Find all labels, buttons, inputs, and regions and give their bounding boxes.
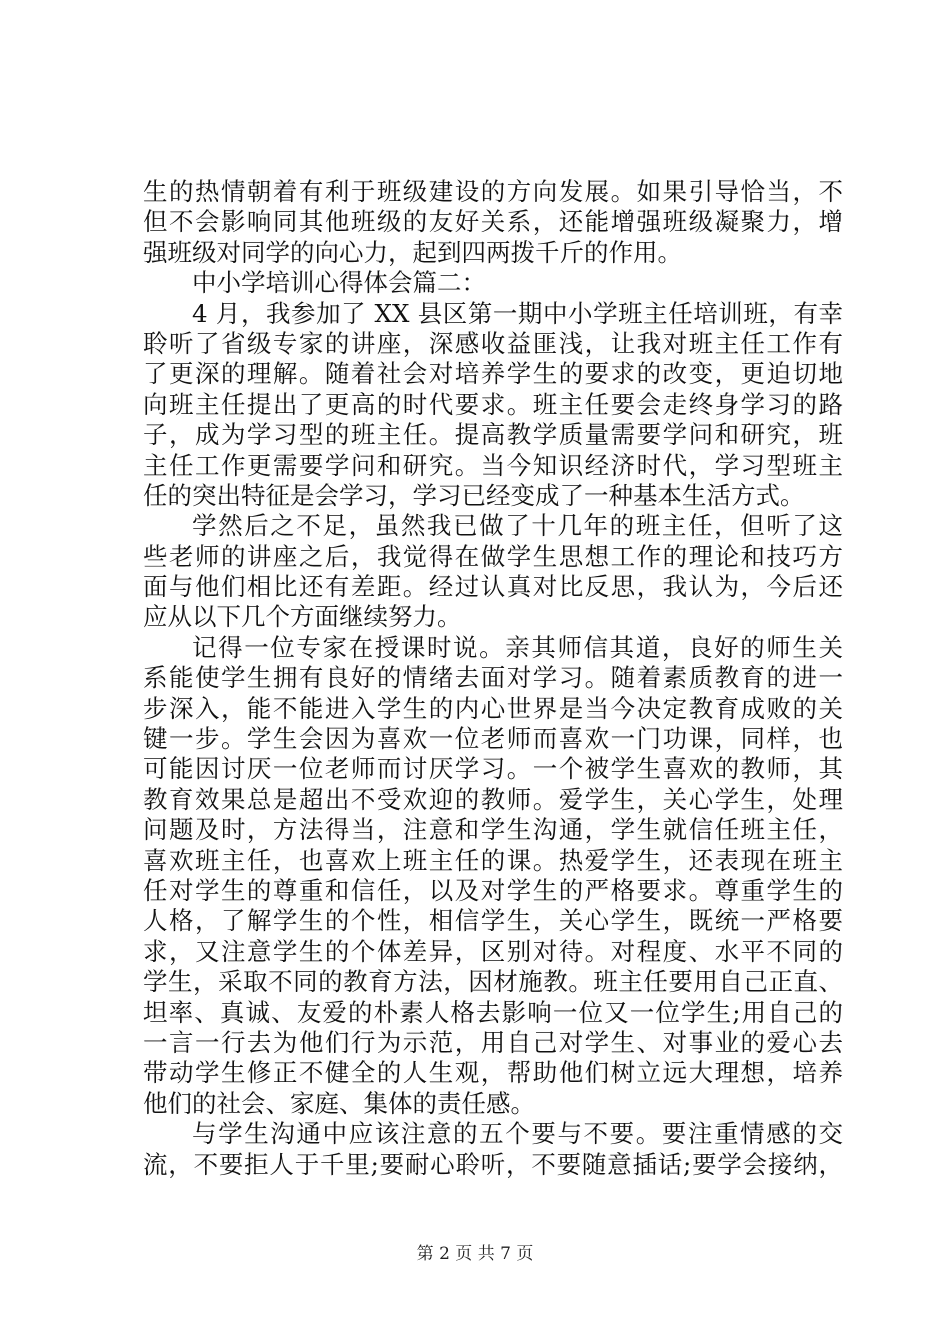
text-line: 与学生沟通中应该注意的五个要与不要。要注重情感的交: [192, 1119, 843, 1149]
text-line: 任的突出特征是会学习，学习已经变成了一种基本生活方式。: [143, 480, 805, 510]
text-line: 问题及时，方法得当，注意和学生沟通，学生就信任班主任，: [143, 815, 843, 845]
text-line: 强班级对同学的向心力，起到四两拨千斤的作用。: [143, 237, 682, 267]
text-line: 应从以下几个方面继续努力。: [143, 602, 462, 632]
text-line: 可能因讨厌一位老师而讨厌学习。一个被学生喜欢的教师，其: [143, 754, 843, 784]
text-line: 主任工作更需要学问和研究。当今知识经济时代，学习型班主: [143, 450, 843, 480]
text-line: 喜欢班主任，也喜欢上班主任的课。热爱学生，还表现在班主: [143, 845, 843, 875]
text-line: 些老师的讲座之后，我觉得在做学生思想工作的理论和技巧方: [143, 541, 843, 571]
text-line: 了更深的理解。随着社会对培养学生的要求的改变，更迫切地: [143, 359, 843, 389]
text-line: 系能使学生拥有良好的情绪去面对学习。随着素质教育的进一: [143, 663, 843, 693]
text-line: 子，成为学习型的班主任。提高教学质量需要学问和研究，班: [143, 420, 843, 450]
text-line: 学生，采取不同的教育方法，因材施教。班主任要用自己正直、: [143, 967, 843, 997]
text-line: 聆听了省级专家的讲座，深感收益匪浅，让我对班主任工作有: [143, 328, 843, 358]
text-line: 记得一位专家在授课时说。亲其师信其道，良好的师生关: [192, 632, 843, 662]
text-line: 求，又注意学生的个体差异，区别对待。对程度、水平不同的: [143, 936, 843, 966]
text-line: 但不会影响同其他班级的友好关系，还能增强班级凝聚力，增: [143, 207, 843, 237]
text-line: 向班主任提出了更高的时代要求。班主任要会走终身学习的路: [143, 389, 843, 419]
document-body: [143, 177, 843, 1180]
text-line: 步深入，能不能进入学生的内心世界是当今决定教育成败的关: [143, 693, 843, 723]
text-line: 键一步。学生会因为喜欢一位老师而喜欢一门功课，同样，也: [143, 724, 843, 754]
text-line: 坦率、真诚、友爱的朴素人格去影响一位又一位学生;用自己的: [143, 997, 843, 1027]
text-line: 生的热情朝着有利于班级建设的方向发展。如果引导恰当，不: [143, 177, 843, 206]
text-line: 4 月，我参加了 XX 县区第一期中小学班主任培训班，有幸: [192, 298, 843, 328]
text-line: 人格，了解学生的个性，相信学生，关心学生，既统一严格要: [143, 906, 843, 936]
text-line: 任对学生的尊重和信任，以及对学生的严格要求。尊重学生的: [143, 875, 843, 905]
text-line: 教育效果总是超出不受欢迎的教师。爱学生，关心学生，处理: [143, 784, 843, 814]
text-line: 他们的社会、家庭、集体的责任感。: [143, 1088, 535, 1118]
text-line: 一言一行去为他们行为示范，用自己对学生、对事业的爱心去: [143, 1027, 843, 1057]
text-line: 流，不要拒人于千里;要耐心聆听，不要随意插话;要学会接纳，: [143, 1149, 843, 1179]
section-heading: 中小学培训心得体会篇二：: [192, 268, 486, 298]
text-line: 带动学生修正不健全的人生观，帮助他们树立远大理想，培养: [143, 1058, 843, 1088]
text-line: 面与他们相比还有差距。经过认真对比反思，我认为，今后还: [143, 572, 843, 602]
page-number-footer: 第 2 页 共 7 页: [416, 1244, 534, 1264]
text-line: 学然后之不足，虽然我已做了十几年的班主任，但听了这: [192, 511, 843, 541]
